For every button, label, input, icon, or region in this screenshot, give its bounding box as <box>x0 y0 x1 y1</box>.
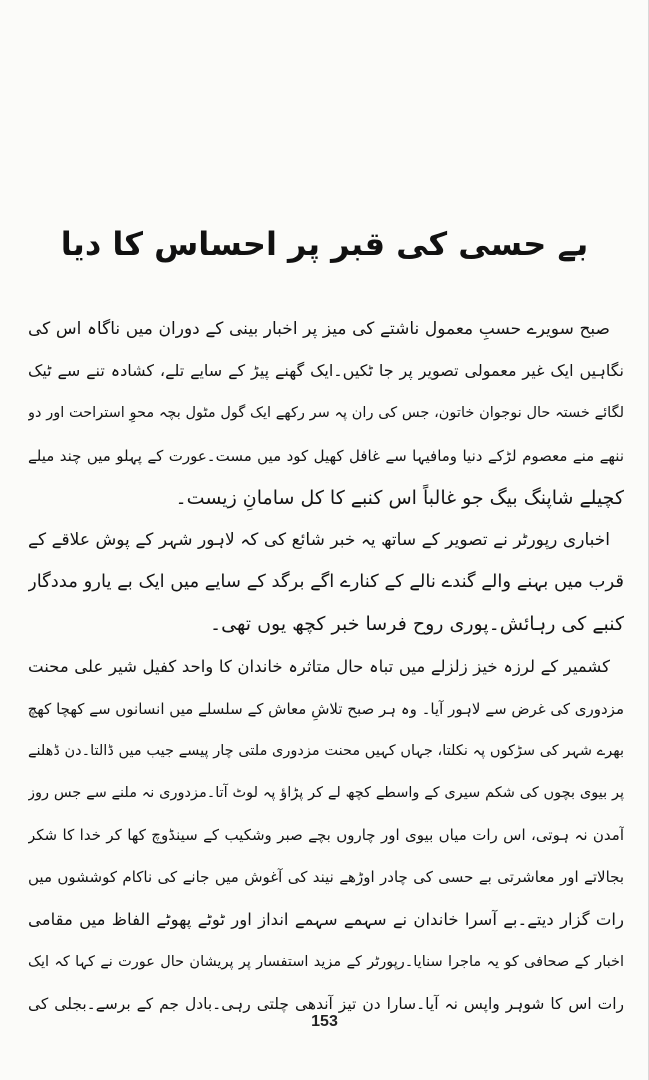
text-line: رات گزار دیتے۔بے آسرا خاندان نے سہمے سہمے انداز اور ٹوٹے پھوٹے الفاظ میں مقامی <box>28 909 624 929</box>
text-line: ننھے منے معصوم لڑکے دنیا ومافیہا سے غافل کھیل کود میں مست۔عورت کے پہلو میں چند میلے <box>28 446 624 465</box>
text-line: پر بیوی بچوں کی شکم سیری کے واسطے کچھ لے کر پڑاؤ پہ لوٹ آتا۔مزدوری نہ ملنے سے جس روز <box>28 785 624 802</box>
chapter-title: بے حسی کی قبر پر احساس کا دیا <box>60 225 589 263</box>
text-line: قرب میں بہنے والے گندے نالے کے کنارے اگے برگد کے سایے میں ایک بے یارو مددگار <box>28 571 624 593</box>
text-line: کشمیر کے لرزہ خیز زلزلے میں تباہ حال متاثرہ خاندان کا واحد کفیل شیر علی محنت <box>28 656 610 676</box>
text-line: صبح سویرے حسبِ معمول ناشتے کی میز پر اخبار بینی کے دوران میں ناگاہ اس کی <box>28 319 610 339</box>
text-line: آمدن نہ ہوتی، اس رات میاں بیوی اور چاروں بچے صبر وشکیب کے سینڈوچ کھا کر خدا کا شکر <box>28 826 624 845</box>
text-line: نگاہیں ایک غیر معمولی تصویر پر جا ٹکیں۔ایک گھنے پیڑ کے سایے تلے، کشادہ تنے سے ٹیک <box>28 361 624 381</box>
text-line: کچیلے شاپنگ بیگ جو غالباً اس کنبے کا کل سامانِ زیست۔ <box>175 486 624 509</box>
body-text <box>28 308 624 1025</box>
text-line: مزدوری کی غرض سے لاہور آیا۔ وہ ہر صبح تلاشِ معاش کے سلسلے میں انسانوں سے کھچا کھچ <box>28 699 624 718</box>
text-line: بجالاتے اور معاشرتی بے حسی کی چادر اوڑھے نیند کی آغوش میں جانے کی ناکام کوششوں میں <box>28 868 624 887</box>
text-line: اخباری رپورٹر نے تصویر کے ساتھ یہ خبر شائع کی کہ لاہور شہر کے پوش علاقے کے <box>28 529 610 550</box>
text-line: رات اس کا شوہر واپس نہ آیا۔سارا دن تیز آندھی چلتی رہی۔بادل جم کے برسے۔بجلی کی <box>28 995 624 1013</box>
text-line: بھرے شہر کی سڑکوں پہ نکلتا، جہاں کہیں محنت مزدوری ملتی چار پیسے جیب میں ڈالتا۔دن ڈھلنے <box>28 742 624 759</box>
text-line: اخبار کے صحافی کو یہ ماجرا سنایا۔رپورٹر کے مزید استفسار پر پریشان حال عورت نے کہا کہ ایک <box>28 953 624 970</box>
page-number: 153 <box>311 1013 338 1030</box>
text-line: لگائے خستہ حال نوجوان خاتون، جس کی ران پہ سر رکھے ایک گول مٹول بچہ محوِ استراحت اور دو <box>28 405 624 422</box>
text-line: کنبے کی رہائش۔پوری روح فرسا خبر کچھ یوں تھی۔ <box>210 613 624 636</box>
